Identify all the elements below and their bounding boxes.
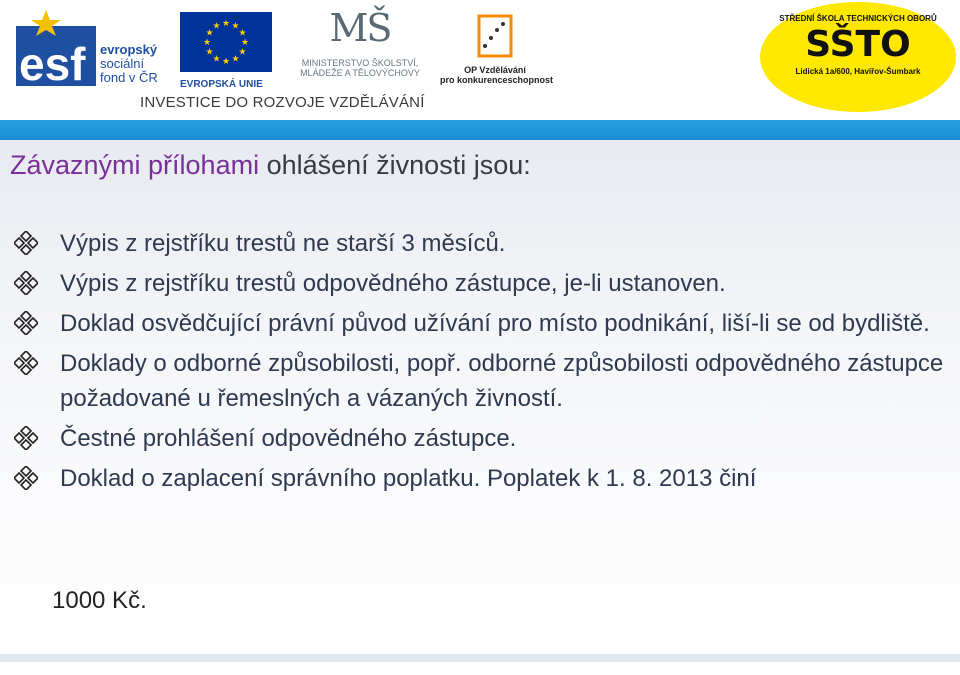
op-mark-icon (475, 12, 515, 60)
esf-logo (16, 8, 176, 88)
eu-star-icon: ★ (238, 27, 247, 38)
list-item-text: Doklady o odborné způsobilosti, popř. odborné způsobilosti odpovědného zástupce požadované u řemeslných a vázaných živností. (60, 350, 944, 412)
eu-star-icon: ★ (221, 18, 231, 28)
op-logo (440, 12, 554, 85)
eu-star-icon: ★ (205, 27, 214, 38)
fee-amount: 1000 Kč. (52, 587, 147, 614)
invest-banner: INVESTICE DO ROZVOJE VZDĚLÁVÁNÍ (140, 94, 425, 111)
title-rest: ohlášení živnosti jsou: (259, 150, 531, 180)
eu-star-icon: ★ (231, 20, 240, 31)
list-item (0, 226, 950, 261)
requirements-list (0, 226, 950, 501)
eu-star-icon: ★ (202, 37, 212, 47)
four-petal-diamond-icon (14, 311, 38, 335)
slide-title (10, 150, 531, 181)
list-item-text: Výpis z rejstříku trestů odpovědného zástupce, je-li ustanoven. (60, 270, 726, 297)
logo-header (0, 0, 960, 122)
eu-flag-logo (180, 12, 272, 90)
eu-star-icon: ★ (231, 53, 240, 64)
list-item-text: Výpis z rejstříku trestů ne starší 3 měsíců. (60, 230, 506, 257)
list-item (0, 306, 950, 341)
op-line-1: OP Vzdělávání (464, 65, 526, 75)
bottom-bar (0, 654, 960, 662)
top-accent-bar (0, 120, 960, 140)
school-logo (760, 2, 956, 112)
title-accent: Závaznými přílohami (10, 150, 260, 180)
school-bottom-text: Lidická 1a/600, Havířov-Šumbark (795, 67, 921, 76)
list-item (0, 461, 950, 496)
eu-flag-icon (180, 12, 272, 72)
msmt-line-1: MINISTERSTVO ŠKOLSTVÍ, (301, 58, 419, 68)
list-item (0, 421, 950, 456)
four-petal-diamond-icon (14, 351, 38, 375)
msmt-mark-icon: MŠ (329, 6, 391, 50)
school-top-text: STŘEDNÍ ŠKOLA TECHNICKÝCH OBORŮ (779, 14, 937, 23)
four-petal-diamond-icon (14, 426, 38, 450)
list-item-text: Doklad o zaplacení správního poplatku. Poplatek k 1. 8. 2013 činí (60, 465, 757, 492)
svg-text:esf: esf (19, 38, 86, 88)
esf-line-1: evropský (100, 42, 158, 57)
four-petal-diamond-icon (14, 231, 38, 255)
esf-line-3: fond v ČR (100, 70, 158, 85)
eu-star-icon: ★ (240, 37, 250, 47)
msmt-line-2: MLÁDEŽE A TĚLOVÝCHOVY (300, 68, 420, 78)
esf-line-2: sociální (100, 56, 145, 71)
op-line-2: pro konkurenceschopnost (440, 75, 554, 85)
list-item (0, 346, 950, 416)
eu-star-icon: ★ (221, 56, 231, 66)
eu-star-icon: ★ (212, 53, 221, 64)
eu-star-icon: ★ (205, 46, 214, 57)
school-name: SŠTO (805, 24, 911, 65)
four-petal-diamond-icon (14, 271, 38, 295)
four-petal-diamond-icon (14, 466, 38, 490)
eu-label: EVROPSKÁ UNIE (180, 79, 263, 90)
list-item-text: Čestné prohlášení odpovědného zástupce. (60, 425, 517, 452)
msmt-logo (280, 6, 440, 78)
list-item (0, 266, 950, 301)
eu-star-icon: ★ (212, 20, 221, 31)
list-item-text: Doklad osvědčující právní původ užívání pro místo podnikání, liší-li se od bydliště. (60, 310, 930, 337)
eu-star-icon: ★ (238, 46, 247, 57)
